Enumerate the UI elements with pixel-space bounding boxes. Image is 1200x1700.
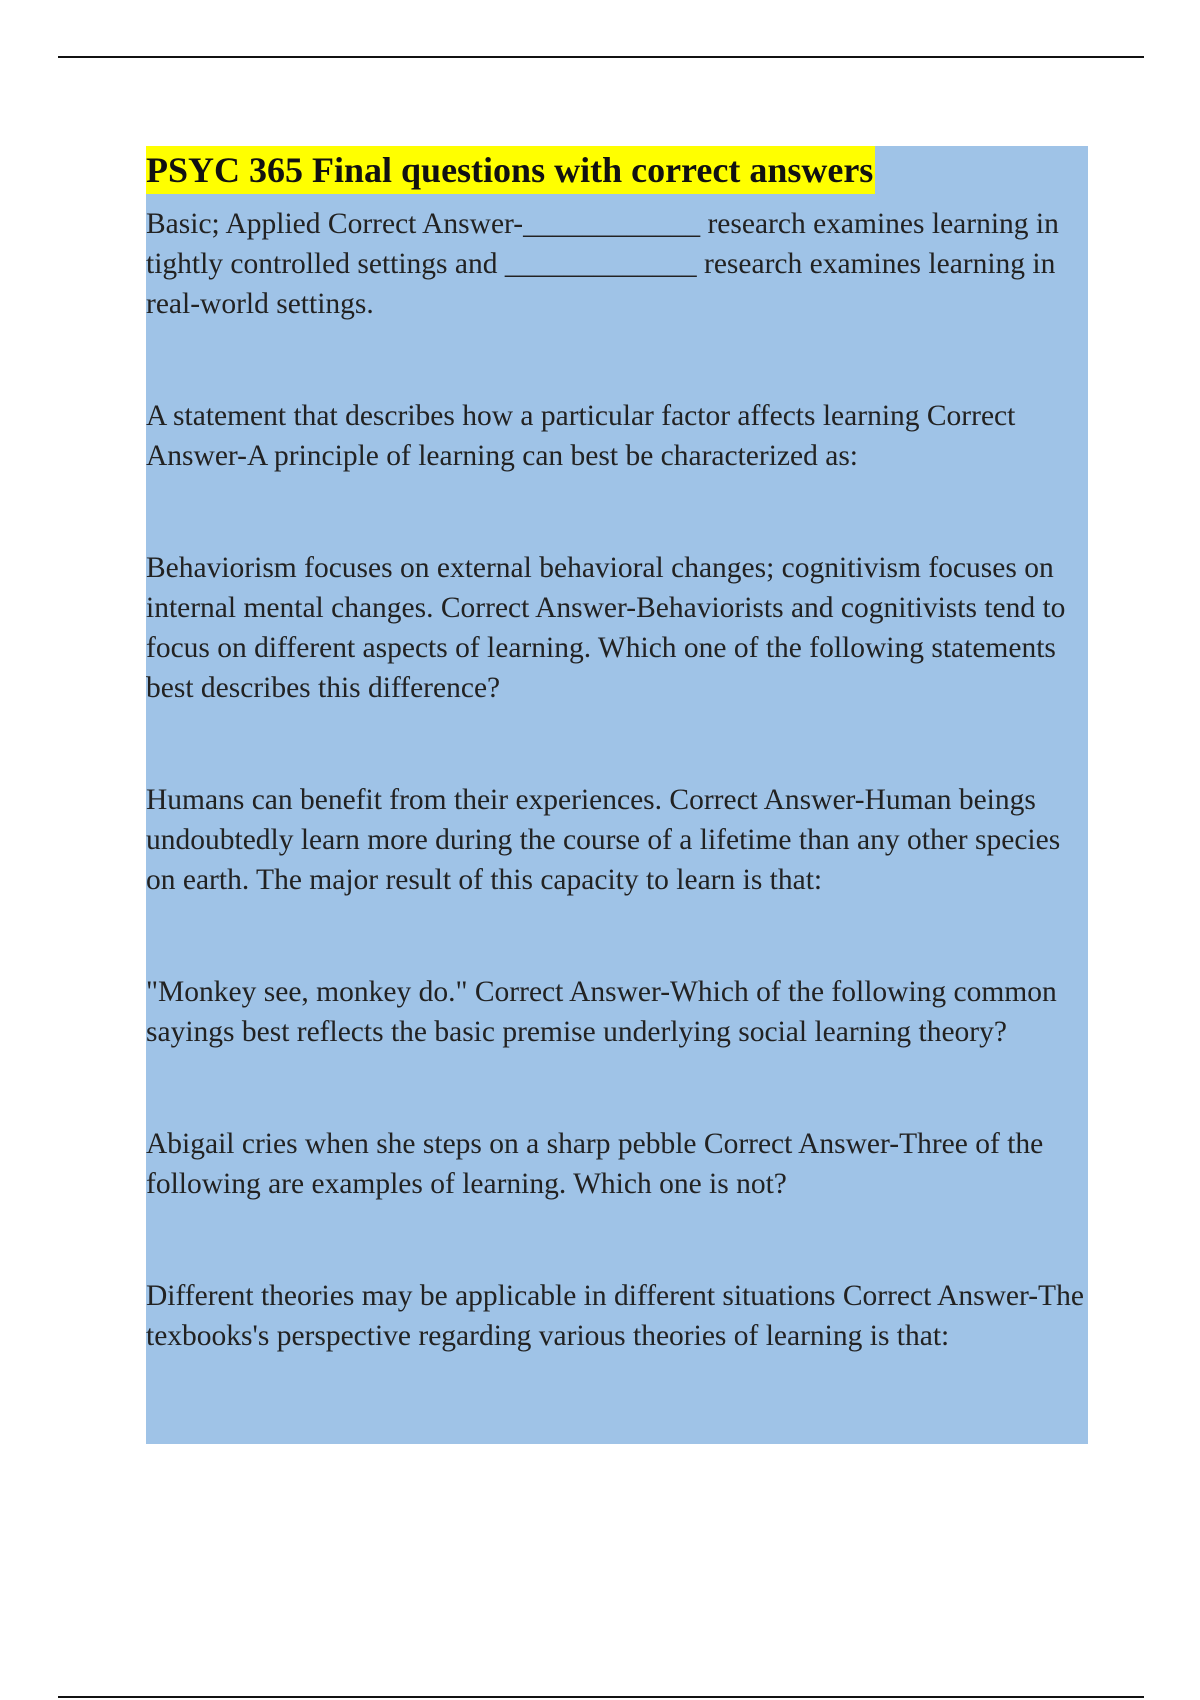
qa-item: Behaviorism focuses on external behavioral changes; cognitivism focuses on internal mental changes. Correct Answer-Behaviorists and cognitivists tend to focus on different aspects of learning. Which one of the following statements best describes this difference?: [146, 552, 1066, 704]
qa-item: Different theories may be applicable in different situations Correct Answer-The texbooks's perspective regarding various theories of learning is that:: [146, 1280, 1084, 1352]
qa-item: A statement that describes how a particular factor affects learning Correct Answer-A principle of learning can best be characterized as:: [146, 400, 1016, 472]
document-title: PSYC 365 Final questions with correct answers: [146, 146, 875, 194]
qa-item: "Monkey see, monkey do." Correct Answer-Which of the following common sayings best reflects the basic premise underlying social learning theory?: [146, 976, 1057, 1048]
content-block: [146, 146, 1088, 1444]
qa-item: Abigail cries when she steps on a sharp pebble Correct Answer-Three of the following are examples of learning. Which one is not?: [146, 1128, 1044, 1200]
qa-item: Humans can benefit from their experiences. Correct Answer-Human beings undoubtedly learn more during the course of a lifetime than any other species on earth. The major result of this capacity to learn is that:: [146, 784, 1061, 896]
qa-list: [146, 204, 1088, 1356]
top-rule: [58, 56, 1144, 58]
bottom-rule: [58, 1696, 1144, 1698]
qa-item: Basic; Applied Correct Answer-____________ research examines learning in tightly controlled settings and _____________ research examines learning in real-world settings.: [146, 208, 1059, 320]
